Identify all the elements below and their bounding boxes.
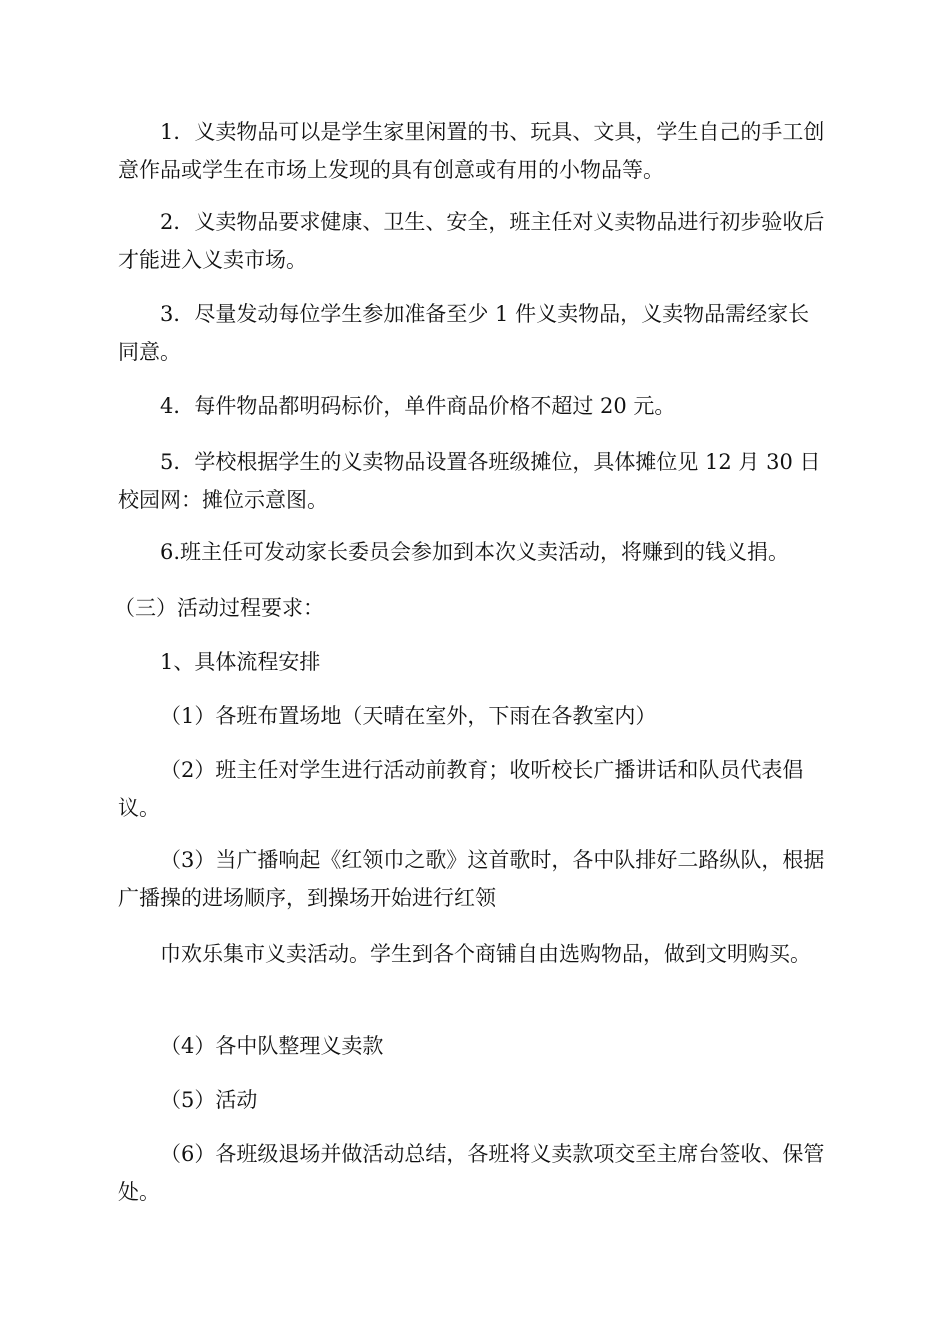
section-heading-3: （三）活动过程要求： — [114, 596, 324, 620]
step-item-3-continued: 巾欢乐集市义卖活动。学生到各个商铺自由选购物品，做到文明购买。 — [160, 942, 811, 966]
step-item-1: （1）各班布置场地（天晴在室外，下雨在各教室内） — [160, 704, 657, 728]
step-item-2: （2）班主任对学生进行活动前教育；收听校长广播讲话和队员代表倡议。 — [118, 758, 804, 820]
paragraph-item-2: 2．义卖物品要求健康、卫生、安全，班主任对义卖物品进行初步验收后才能进入义卖市场。 — [118, 210, 825, 272]
step-item-3: （3）当广播响起《红领巾之歌》这首歌时，各中队排好二路纵队，根据广播操的进场顺序，到操场开始进行红领 — [118, 848, 825, 910]
step-item-5: （5）活动 — [160, 1088, 258, 1112]
paragraph-item-3: 3．尽量发动每位学生参加准备至少 1 件义卖物品，义卖物品需经家长同意。 — [118, 302, 810, 364]
paragraph-item-4: 4．每件物品都明码标价，单件商品价格不超过 20 元。 — [160, 394, 676, 418]
subheading-flow: 1、具体流程安排 — [160, 650, 321, 674]
paragraph-item-6: 6.班主任可发动家长委员会参加到本次义卖活动，将赚到的钱义捐。 — [160, 540, 790, 564]
paragraph-item-1: 1．义卖物品可以是学生家里闲置的书、玩具、文具，学生自己的手工创意作品或学生在市场上发现的具有创意或有用的小物品等。 — [118, 120, 825, 182]
paragraph-item-5: 5．学校根据学生的义卖物品设置各班级摊位，具体摊位见 12 月 30 日校园网：摊位示意图。 — [118, 450, 821, 512]
step-item-4: （4）各中队整理义卖款 — [160, 1034, 384, 1058]
step-item-6: （6）各班级退场并做活动总结，各班将义卖款项交至主席台签收、保管处。 — [118, 1142, 825, 1204]
